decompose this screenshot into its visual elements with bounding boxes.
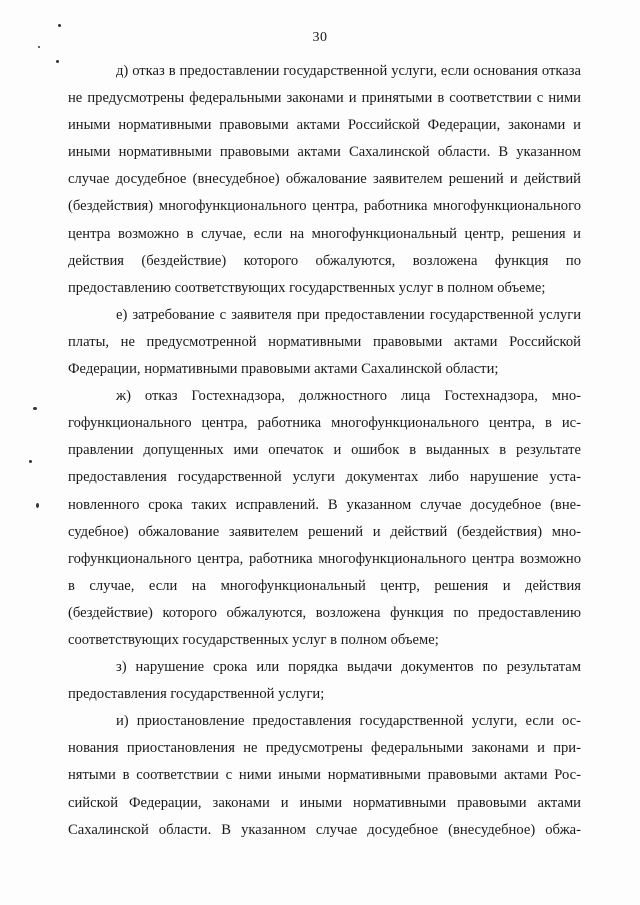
scan-mark bbox=[58, 24, 61, 27]
body-text bbox=[68, 58, 581, 844]
scan-mark bbox=[56, 60, 59, 63]
paragraph-e: е) затребование с заявителя при предоставлении государственной услуги платы, не предусмотренной нормативными правовыми актами Российской Федерации, нормативными правовыми актами Сахалинской области; bbox=[68, 306, 581, 378]
paragraph-z: з) нарушение срока или порядка выдачи документов по результатам предоставления государственной услуги; bbox=[68, 659, 581, 703]
paragraph-i: и) приостановление предоставления государственной услуги, если основания приостановления не предусмотрены федеральными законами и принятыми в соответствии с ними иными нормативными правовыми актами Российской Федерации, законами и иными нормативными правовыми актами Сахалинской области. В указанном случае досудебное (внесудебное) обжа- bbox=[68, 713, 581, 838]
paragraph-zh: ж) отказ Гостехнадзора, должностного лица Гостехнадзора, многофункционального центра, работника многофункционального центра, в исправлении допущенных ими опечаток и ошибок в выданных в результате предоставления государственной услуги документах либо нарушение установленного срока таких исправлений. В указанном случае досудебное (внесудебное) обжалование заявителем решений и действий (бездействия) многофункционального центра, работника многофункционального центра возможно в случае, если на многофункциональный центр, решения и действия (бездействие) которого обжалуются, возложена функция по предоставлению соответствующих государственных услуг в полном объеме; bbox=[68, 388, 581, 648]
page-number: 30 bbox=[312, 30, 328, 45]
scan-mark bbox=[29, 460, 32, 463]
scan-mark bbox=[33, 407, 37, 410]
scan-mark bbox=[38, 46, 40, 48]
scan-mark bbox=[36, 503, 39, 508]
paragraph-d: д) отказ в предоставлении государственной услуги, если основания отказа не предусмотрены федеральными законами и принятыми в соответствии с ними иными нормативными правовыми актами Российской Федерации, законами и иными нормативными правовыми актами Сахалинской области. В указанном случае досудебное (внесудебное) обжалование заявителем решений и действий (бездействия) многофункционального центра, работника многофункционального центра возможно в случае, если на многофункциональный центр, решения и действия (бездействие) которого обжалуются, возложена функция по предоставлению соответствующих государственных услуг в полном объеме; bbox=[68, 63, 581, 296]
